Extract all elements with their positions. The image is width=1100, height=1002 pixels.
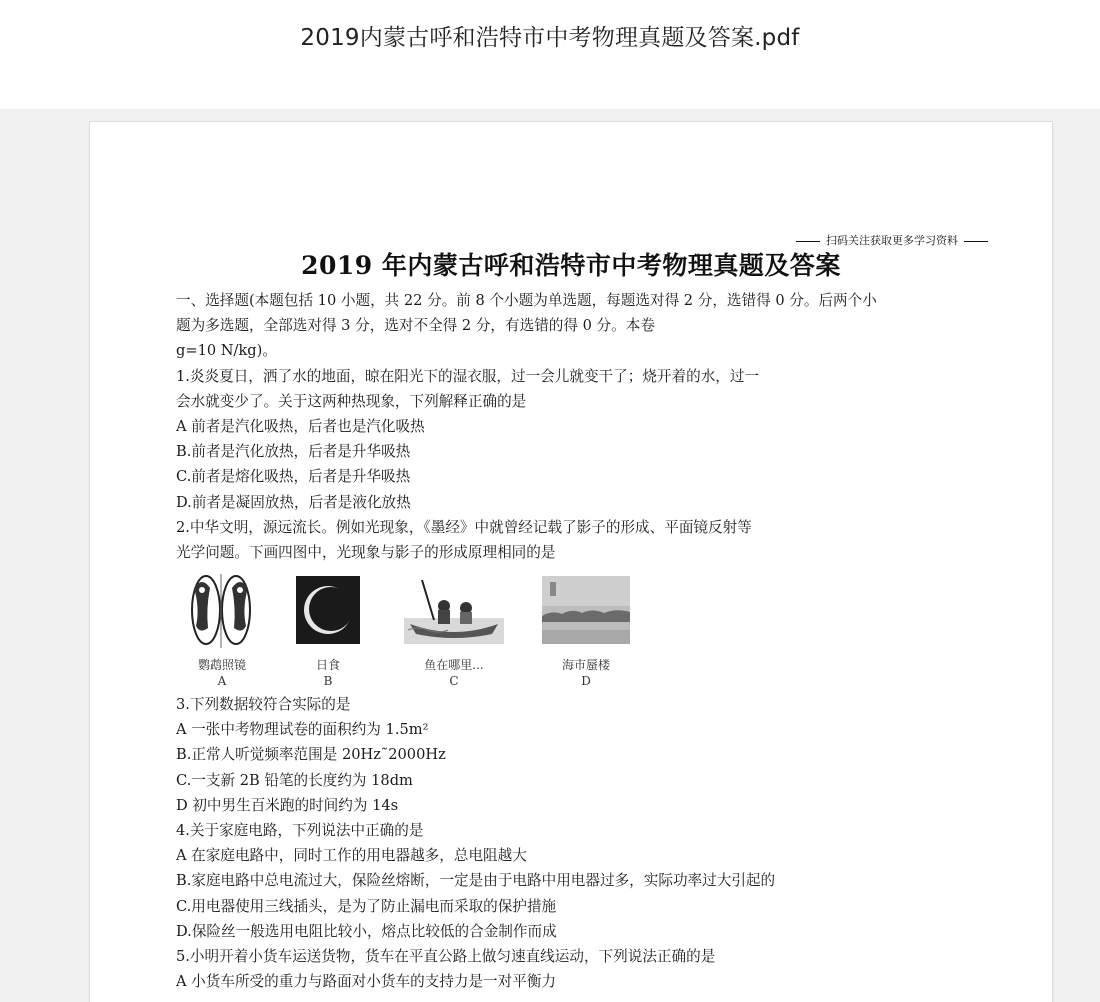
file-title: 2019内蒙古呼和浩特市中考物理真题及答案.pdf: [300, 25, 800, 51]
text-line: 2.中华文明，源远流长。例如光现象，《墨经》中就曾经记载了影子的形成、平面镜反射等: [176, 518, 752, 536]
figure-letter: D: [581, 674, 591, 688]
text-line: 光学问题。下画四图中，光现象与影子的形成原理相同的是: [176, 543, 556, 561]
text-line: 一、选择题(本题包括 10 小题，共 22 分。前 8 个小题为单选题，每题选对得 2 分，选错得 0 分。后两个小: [176, 292, 877, 309]
figure-row: [176, 568, 646, 692]
parrot-mirror-image: [180, 568, 264, 654]
figure-caption: 鹦鹉照镜: [197, 658, 246, 672]
text-line: 5.小明开着小货车运送货物，货车在平直公路上做匀速直线运动，下列说法正确的是: [176, 947, 716, 965]
figure-caption: 海市蜃楼: [561, 658, 610, 672]
text-line: A 一张中考物理试卷的面积约为 1.5m²: [176, 721, 429, 739]
text-line: 题为多选题，全部选对得 3 分，选对不全得 2 分，有选错的得 0 分。本卷: [176, 317, 655, 335]
figure-letter: C: [449, 674, 459, 688]
pdf-page: [90, 122, 1052, 1002]
question-block-2: [176, 692, 996, 994]
figure-letter: B: [323, 674, 333, 688]
text-line: D 初中男生百米跑的时间约为 14s: [176, 796, 399, 814]
banner-text: 扫码关注获取更多学习资料: [826, 234, 958, 247]
figure-c: [404, 568, 504, 688]
figure-caption: 鱼在哪里...: [424, 658, 484, 672]
figure-d: [538, 568, 634, 688]
title-bar: [0, 0, 1100, 109]
text-line: B.前者是汽化放热，后者是升华吸热: [176, 443, 411, 461]
text-line: 4.关于家庭电路，下列说法中正确的是: [176, 821, 424, 839]
document-title: 2019 年内蒙古呼和浩特市中考物理真题及答案: [301, 251, 841, 280]
fishing-boat-image: [404, 568, 504, 654]
solar-eclipse-image: [292, 568, 364, 654]
figure-caption: 日食: [315, 658, 340, 672]
mirage-image: [538, 568, 634, 654]
text-line: B.家庭电路中总电流过大，保险丝熔断，一定是由于电路中用电器过多，实际功率过大引起的: [176, 872, 776, 890]
text-line: D.前者是凝固放热，后者是液化放热: [176, 493, 411, 511]
text-line: g=10 N/kg)。: [176, 342, 277, 360]
question-block-1: [176, 288, 996, 565]
text-line: C.一支新 2B 铅笔的长度约为 18dm: [176, 771, 413, 789]
text-line: B.正常人听觉频率范围是 20Hz˜2000Hz: [176, 746, 446, 764]
text-line: D.保险丝一般选用电阻比较小，熔点比较低的合金制作而成: [176, 922, 557, 940]
text-line: C.前者是熔化吸热，后者是升华吸热: [176, 468, 411, 486]
text-line: A 小货车所受的重力与路面对小货车的支持力是一对平衡力: [176, 973, 557, 991]
text-line: A 前者是汽化吸热，后者也是汽化吸热: [176, 417, 425, 435]
figure-letter: A: [217, 674, 227, 688]
text-line: 会水就变少了。关于这两种热现象，下列解释正确的是: [176, 392, 527, 410]
text-line: 1.炎炎夏日，洒了水的地面，晾在阳光下的湿衣服，过一会儿就变干了；烧开着的水，过一: [176, 367, 760, 385]
text-line: C.用电器使用三线插头，是为了防止漏电而采取的保护措施: [176, 897, 557, 915]
text-line: A 在家庭电路中，同时工作的用电器越多，总电阻越大: [176, 847, 527, 865]
figure-a: [180, 568, 264, 688]
figure-b: [292, 568, 364, 688]
text-line: 3.下列数据较符合实际的是: [176, 696, 351, 713]
